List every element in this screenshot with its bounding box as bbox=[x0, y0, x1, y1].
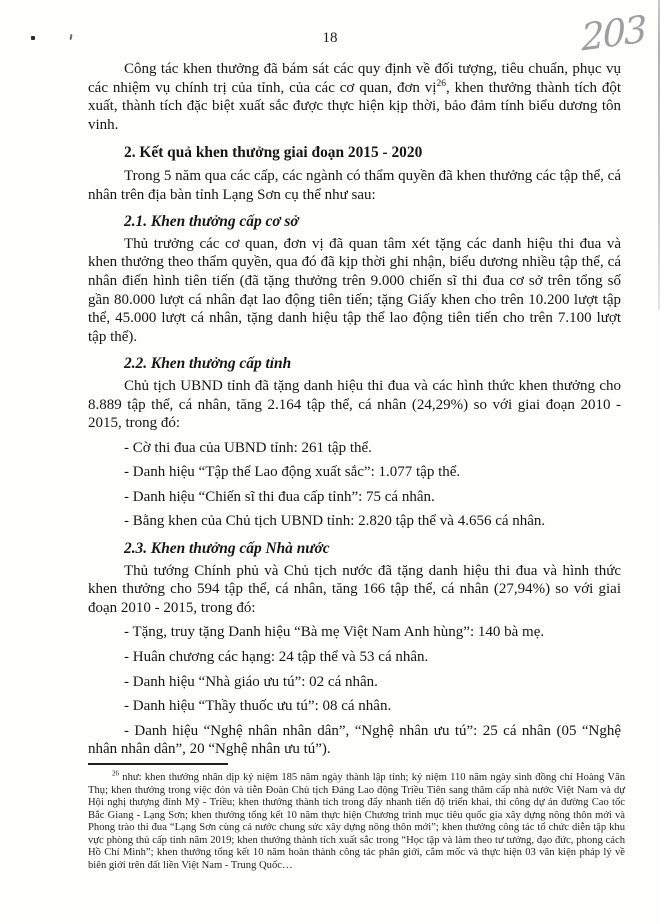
handwritten-page-mark: 203 bbox=[580, 7, 647, 60]
section-2-heading: 2. Kết quả khen thưởng giai đoạn 2015 - 2020 bbox=[124, 144, 423, 162]
intro-text-after-footnote-ref: , khen thưởng thành tích đột xuất, thành tích đặc biệt xuất sắc được thực hiện kịp thời, bảo đảm tính biểu dương tôn vinh. bbox=[88, 79, 621, 133]
document-body bbox=[88, 60, 621, 759]
intro-paragraph bbox=[88, 60, 621, 134]
section-2-1-paragraph: Thủ trưởng các cơ quan, đơn vị đã quan tâm xét tặng các danh hiệu thi đua và khen thưởng theo thẩm quyền, qua đó đã kịp thời ghi nhận, biểu dương nhiều tập thể, cá nhân điển hình tiên tiến (đã tặng thưởng trên 9.000 chiến sĩ thi đua cơ sở trên tổng số gần 80.000 lượt cá nhân đạt lao động tiên tiến; tặng Giấy khen cho trên 10.200 lượt tập thể, 45.000 lượt cá nhân, tặng danh hiệu tập thể lao động tiên tiến cho trên 7.100 lượt tập thể). bbox=[88, 235, 621, 345]
list-item: - Danh hiệu “Chiến sĩ thi đua cấp tỉnh”: 75 cá nhân. bbox=[124, 488, 435, 505]
list-item: - Danh hiệu “Nhà giáo ưu tú”: 02 cá nhân. bbox=[124, 673, 378, 690]
list-item: - Tặng, truy tặng Danh hiệu “Bà mẹ Việt Nam Anh hùng”: 140 bà mẹ. bbox=[124, 624, 545, 641]
list-item: - Bằng khen của Chủ tịch UBND tỉnh: 2.820 tập thể và 4.656 cá nhân. bbox=[124, 513, 546, 530]
section-2-overview-paragraph: Trong 5 năm qua các cấp, các ngành có thẩm quyền đã khen thưởng các tập thể, cá nhân trên địa bàn tỉnh Lạng Sơn cụ thể như sau: bbox=[88, 167, 621, 203]
footnote-26 bbox=[88, 769, 625, 872]
footnote-marker: 26 bbox=[112, 769, 119, 778]
footnote-text: như: khen thưởng nhân dịp kỷ niệm 185 năm ngày thành lập tỉnh; kỷ niệm 110 năm ngày sinh đồng chí Hoàng Văn Thụ; khen thưởng trong việc đón và tiễn Đoàn Chủ tịch Đảng Lao động Triều Tiên sang thăm cấp nhà nước Việt Nam và dự Hội nghị thượng đỉnh Mỹ - Triều; khen thưởng thành tích trong đẩy nhanh tiến độ triển khai, thi công dự án đường Cao tốc Bắc Giang - Lạng Sơn; khen thưởng tổng kết 10 năm thực hiện Chương trình mục tiêu quốc gia xây dựng nông thôn mới và Phong trào thi đua “Lạng Sơn cùng cả nước chung sức xây dựng nông thôn mới”; khen thưởng công tác tổ chức diễn tập khu vực phòng thủ cấp tỉnh năm 2019; khen thưởng thành tích xuất sắc trong “Học tập và làm theo tư tưởng, đạo đức, phong cách Hồ Chí Minh”; khen thưởng tổng kết 10 năm hoàn thành công tác phân giới, cắm mốc và thực hiện 03 văn kiện pháp lý về biên giới trên đất liền Việt Nam - Trung Quốc… bbox=[88, 772, 625, 871]
list-item: - Danh hiệu “Thầy thuốc ưu tú”: 08 cá nhân. bbox=[124, 698, 392, 715]
page-number: 18 bbox=[322, 30, 338, 46]
list-item: - Danh hiệu “Tập thể Lao động xuất sắc”: 1.077 tập thể. bbox=[124, 464, 461, 481]
section-2-3-paragraph: Thủ tướng Chính phủ và Chủ tịch nước đã tặng danh hiệu thi đua và hình thức khen thưởng cho 594 tập thể, cá nhân, tăng 166 tập thể, cá nhân (27,94%) so với giai đoạn 2010 - 2015, trong đó: bbox=[88, 562, 621, 616]
section-2-2-heading: 2.2. Khen thưởng cấp tỉnh bbox=[124, 355, 292, 373]
footnote-area bbox=[88, 763, 625, 872]
section-2-2-paragraph: Chủ tịch UBND tỉnh đã tặng danh hiệu thi đua và các hình thức khen thưởng cho 8.889 tập thể, cá nhân, tăng 2.164 tập thể, cá nhân (24,29%) so với giai đoạn 2010 - 2015, trong đó: bbox=[88, 377, 621, 432]
section-2-3-heading: 2.3. Khen thưởng cấp Nhà nước bbox=[124, 540, 330, 558]
intro-text-before-footnote-ref: Công tác khen thưởng đã bám sát các quy định về đối tượng, tiêu chuẩn, phục vụ các nhiệm vụ chính trị của tỉnh, của các cơ quan, đơn vị bbox=[88, 61, 621, 96]
list-item: - Huân chương các hạng: 24 tập thể và 53 cá nhân. bbox=[124, 649, 429, 666]
footnote-reference-26: 26 bbox=[436, 78, 446, 89]
list-item: - Danh hiệu “Nghệ nhân nhân dân”, “Nghệ nhân ưu tú”: 25 cá nhân (05 “Nghệ nhân nhân dân”, 20 “Nghệ nhân ưu tú”). bbox=[88, 722, 621, 758]
footnote-separator-rule bbox=[88, 763, 228, 765]
section-2-1-heading: 2.1. Khen thưởng cấp cơ sở bbox=[124, 213, 299, 231]
list-item: - Cờ thi đua của UBND tỉnh: 261 tập thể. bbox=[124, 439, 372, 456]
